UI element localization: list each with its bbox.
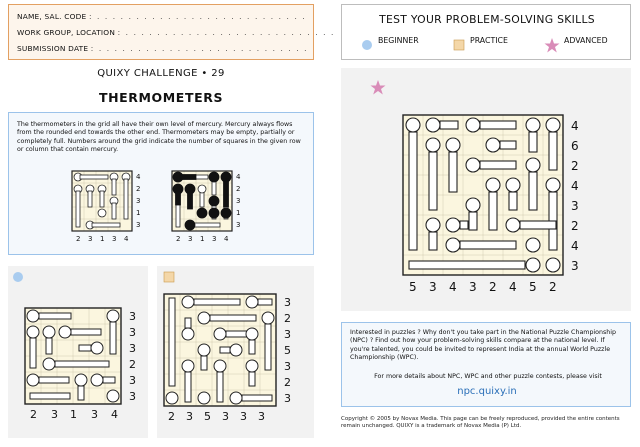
- solved-row-clue: 2: [236, 185, 241, 193]
- practice-row-clue: 5: [284, 344, 291, 357]
- advanced-row-clue: 2: [571, 219, 579, 233]
- solved-col-clue: 4: [224, 235, 229, 243]
- example-grid-empty: [72, 171, 141, 243]
- advanced-col-clue: 5: [409, 280, 417, 294]
- beginner-row-clue: 2: [129, 358, 136, 371]
- practice-row-clue: 3: [284, 328, 291, 341]
- practice-legend: PRACTICE: [470, 36, 508, 45]
- example-grids: [9, 113, 315, 256]
- practice-row-clue: 3: [284, 360, 291, 373]
- rules-text: The thermometers in the grid all have their own level of mercury. Mercury always flows from the rounded end towards the other end. Thermometers may be empty, partially or completely full. Numbers around the grid indicate the number of squares in the given row or column that contain mercury.: [17, 121, 301, 153]
- beginner-col-clue: 3: [51, 408, 58, 421]
- advanced-marker-icon: [371, 80, 386, 95]
- practice-puzzle[interactable]: [157, 266, 314, 438]
- name-field[interactable]: [17, 12, 306, 21]
- example-col-clue: 1: [100, 235, 105, 243]
- advanced-row-clue: 4: [571, 119, 579, 133]
- advanced-row-clue: 6: [571, 139, 579, 153]
- advanced-panel: [341, 68, 631, 311]
- practice-legend-icon: [454, 40, 464, 50]
- workgroup-field[interactable]: [17, 28, 335, 37]
- advanced-legend-icon: [545, 38, 560, 53]
- example-row-clue: 3: [136, 221, 141, 229]
- advanced-col-clue: 3: [429, 280, 437, 294]
- example-grid-solved: [172, 171, 241, 243]
- solved-col-clue: 3: [212, 235, 217, 243]
- npc-more-text: For more details about NPC, WPC and other puzzle contests, please visit: [374, 373, 602, 380]
- beginner-col-clue: 4: [111, 408, 118, 421]
- beginner-legend: BEGINNER: [378, 36, 419, 45]
- practice-row-clue: 2: [284, 312, 291, 325]
- practice-col-clue: 5: [204, 410, 211, 423]
- workgroup-label: WORK GROUP, LOCATION: [17, 28, 116, 37]
- advanced-col-clue: 4: [449, 280, 457, 294]
- beginner-row-clue: 3: [129, 390, 136, 403]
- copyright-text: Copyright © 2005 by Novax Media. This page can be freely reproduced, provided the entire contents remain unchanged. QUIXY is a trademark of Novax Media (P) Ltd.: [341, 416, 620, 429]
- beginner-col-clue: 2: [30, 408, 37, 421]
- advanced-row-clue: 3: [571, 259, 579, 273]
- advanced-puzzle[interactable]: [341, 68, 631, 311]
- beginner-col-clue: 1: [70, 408, 77, 421]
- date-field[interactable]: [17, 44, 308, 53]
- beginner-legend-icon: [362, 40, 372, 50]
- advanced-row-clue: 3: [571, 199, 579, 213]
- example-col-clue: 3: [88, 235, 93, 243]
- practice-row-clue: 2: [284, 376, 291, 389]
- date-dots: : . . . . . . . . . . . . . . . . . . . . . . . . . . .: [90, 44, 309, 53]
- skills-header: [341, 4, 631, 60]
- solved-row-clue: 1: [236, 209, 241, 217]
- advanced-col-clue: 2: [549, 280, 557, 294]
- advanced-row-clue: 2: [571, 159, 579, 173]
- solved-row-clue: 4: [236, 173, 241, 181]
- advanced-legend: ADVANCED: [564, 36, 608, 45]
- example-col-clue: 4: [124, 235, 129, 243]
- rules-box: [8, 112, 314, 255]
- solved-col-clue: 3: [188, 235, 193, 243]
- practice-col-clue: 3: [222, 410, 229, 423]
- workgroup-dots: : . . . . . . . . . . . . . . . . . . . . . . . . . . .: [117, 28, 335, 37]
- npc-link[interactable]: npc.quixy.in: [457, 386, 517, 397]
- example-row-clue: 1: [136, 209, 141, 217]
- submission-form: [8, 4, 335, 60]
- name-dots: : . . . . . . . . . . . . . . . . . . . . . . . . . . .: [88, 12, 307, 21]
- advanced-col-clue: 2: [489, 280, 497, 294]
- beginner-panel: [8, 266, 148, 438]
- example-row-clue: 4: [136, 173, 141, 181]
- practice-row-clue: 3: [284, 392, 291, 405]
- beginner-row-clue: 3: [129, 310, 136, 323]
- practice-col-clue: 3: [258, 410, 265, 423]
- challenge-title: QUIXY CHALLENGE • 29: [97, 68, 225, 79]
- example-row-clue: 3: [136, 197, 141, 205]
- solved-row-clue: 3: [236, 197, 241, 205]
- solved-col-clue: 2: [176, 235, 181, 243]
- beginner-row-clue: 3: [129, 342, 136, 355]
- advanced-col-clue: 3: [469, 280, 477, 294]
- npc-info-box: [341, 322, 631, 407]
- beginner-marker-icon: [13, 272, 23, 282]
- example-col-clue: 2: [76, 235, 81, 243]
- solved-col-clue: 1: [200, 235, 205, 243]
- example-col-clue: 3: [112, 235, 117, 243]
- beginner-row-clue: 3: [129, 374, 136, 387]
- practice-marker-icon: [164, 272, 174, 282]
- example-row-clue: 2: [136, 185, 141, 193]
- npc-text: Interested in puzzles ? Why don't you take part in the National Puzzle Championship (NPC) ? Find out how your problem-solving skills compare at the national level. If you're talented, you could be invited to represent India at the annual World Puzzle Championship (WPC).: [350, 329, 617, 362]
- beginner-puzzle[interactable]: [8, 266, 148, 438]
- date-label: SUBMISSION DATE: [17, 44, 89, 53]
- puzzle-title: THERMOMETERS: [98, 90, 224, 105]
- beginner-row-clue: 3: [129, 326, 136, 339]
- practice-col-clue: 3: [186, 410, 193, 423]
- beginner-col-clue: 3: [91, 408, 98, 421]
- advanced-row-clue: 4: [571, 179, 579, 193]
- advanced-row-clue: 4: [571, 239, 579, 253]
- name-label: NAME, SAL. CODE: [17, 12, 87, 21]
- level-legend-icons: [342, 5, 632, 61]
- practice-row-clue: 3: [284, 296, 291, 309]
- solved-row-clue: 3: [236, 221, 241, 229]
- advanced-col-clue: 5: [529, 280, 537, 294]
- advanced-col-clue: 4: [509, 280, 517, 294]
- practice-col-clue: 2: [168, 410, 175, 423]
- practice-col-clue: 3: [240, 410, 247, 423]
- practice-panel: [157, 266, 314, 438]
- skills-title: TEST YOUR PROBLEM-SOLVING SKILLS: [379, 13, 595, 26]
